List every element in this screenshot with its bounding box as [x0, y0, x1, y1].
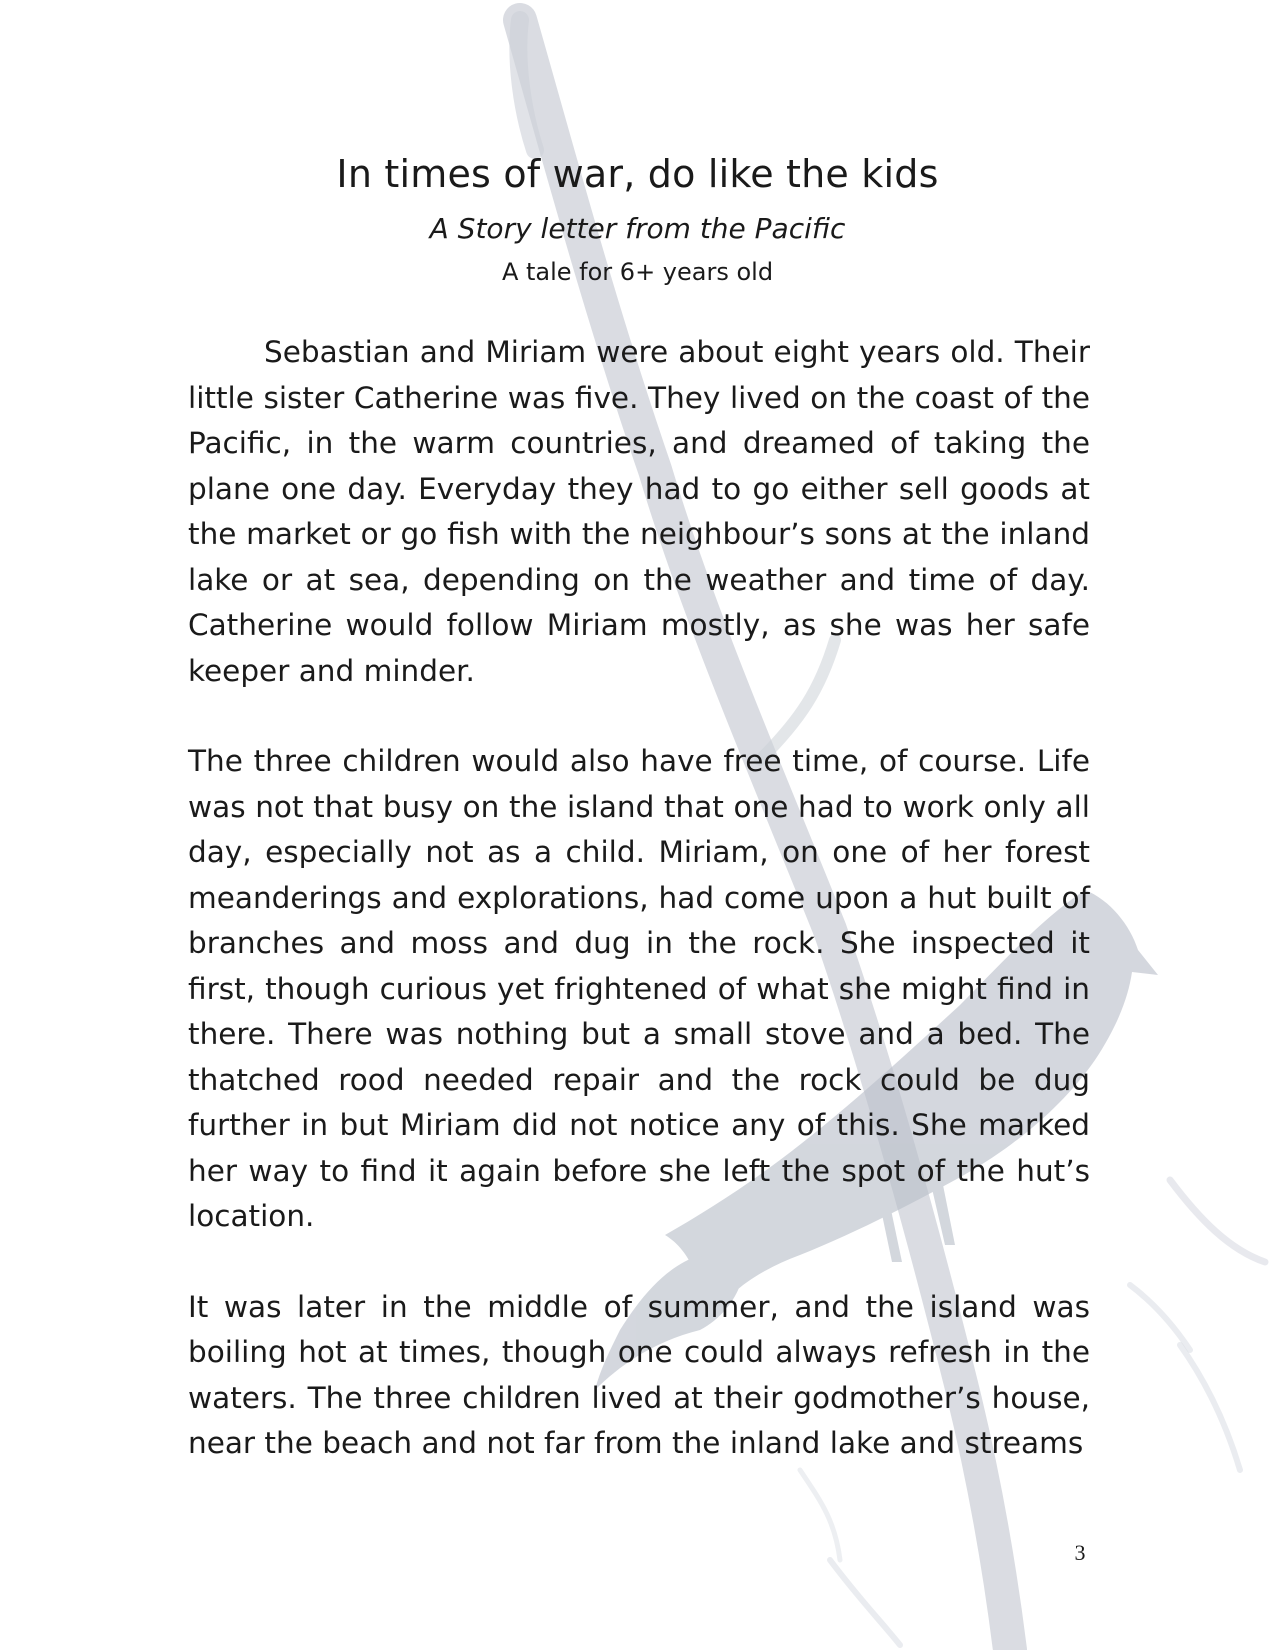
story-body	[188, 330, 1090, 1512]
story-subtitle: A Story letter from the Pacific	[429, 212, 846, 245]
story-paragraph: It was later in the middle of summer, and the island was boiling hot at times, though one could always refresh in the waters. The three children lived at their godmother’s house, near the beach and not far from the inland lake and streams	[188, 1289, 1090, 1460]
story-title: In times of war, do like the kids	[336, 152, 939, 196]
page-number: 3	[1074, 1540, 1086, 1565]
story-paragraph: The three children would also have free time, of course. Life was not that busy on the island that one had to work only all day, especially not as a child. Miriam, on one of her forest meanderings and explorations, had come upon a hut built of branches and moss and dug in the rock. She inspected it first, though curious yet frightened of what she might find in there. There was nothing but a small stove and a bed. The thatched rood needed repair and the rock could be dug further in but Miriam did not notice any of this. She marked her way to find it again before she left the spot of the hut’s location.	[188, 744, 1090, 1233]
age-recommendation: A tale for 6+ years old	[501, 258, 774, 286]
story-paragraph: Sebastian and Miriam were about eight years old. Their little sister Catherine was five. They lived on the coast of the Pacific, in the warm countries, and dreamed of taking the plane one day. Everyday they had to go either sell goods at the market or go fish with the neighbour’s sons at the inland lake or at sea, depending on the weather and time of day. Catherine would follow Miriam mostly, as she was her safe keeper and minder.	[188, 335, 1090, 688]
